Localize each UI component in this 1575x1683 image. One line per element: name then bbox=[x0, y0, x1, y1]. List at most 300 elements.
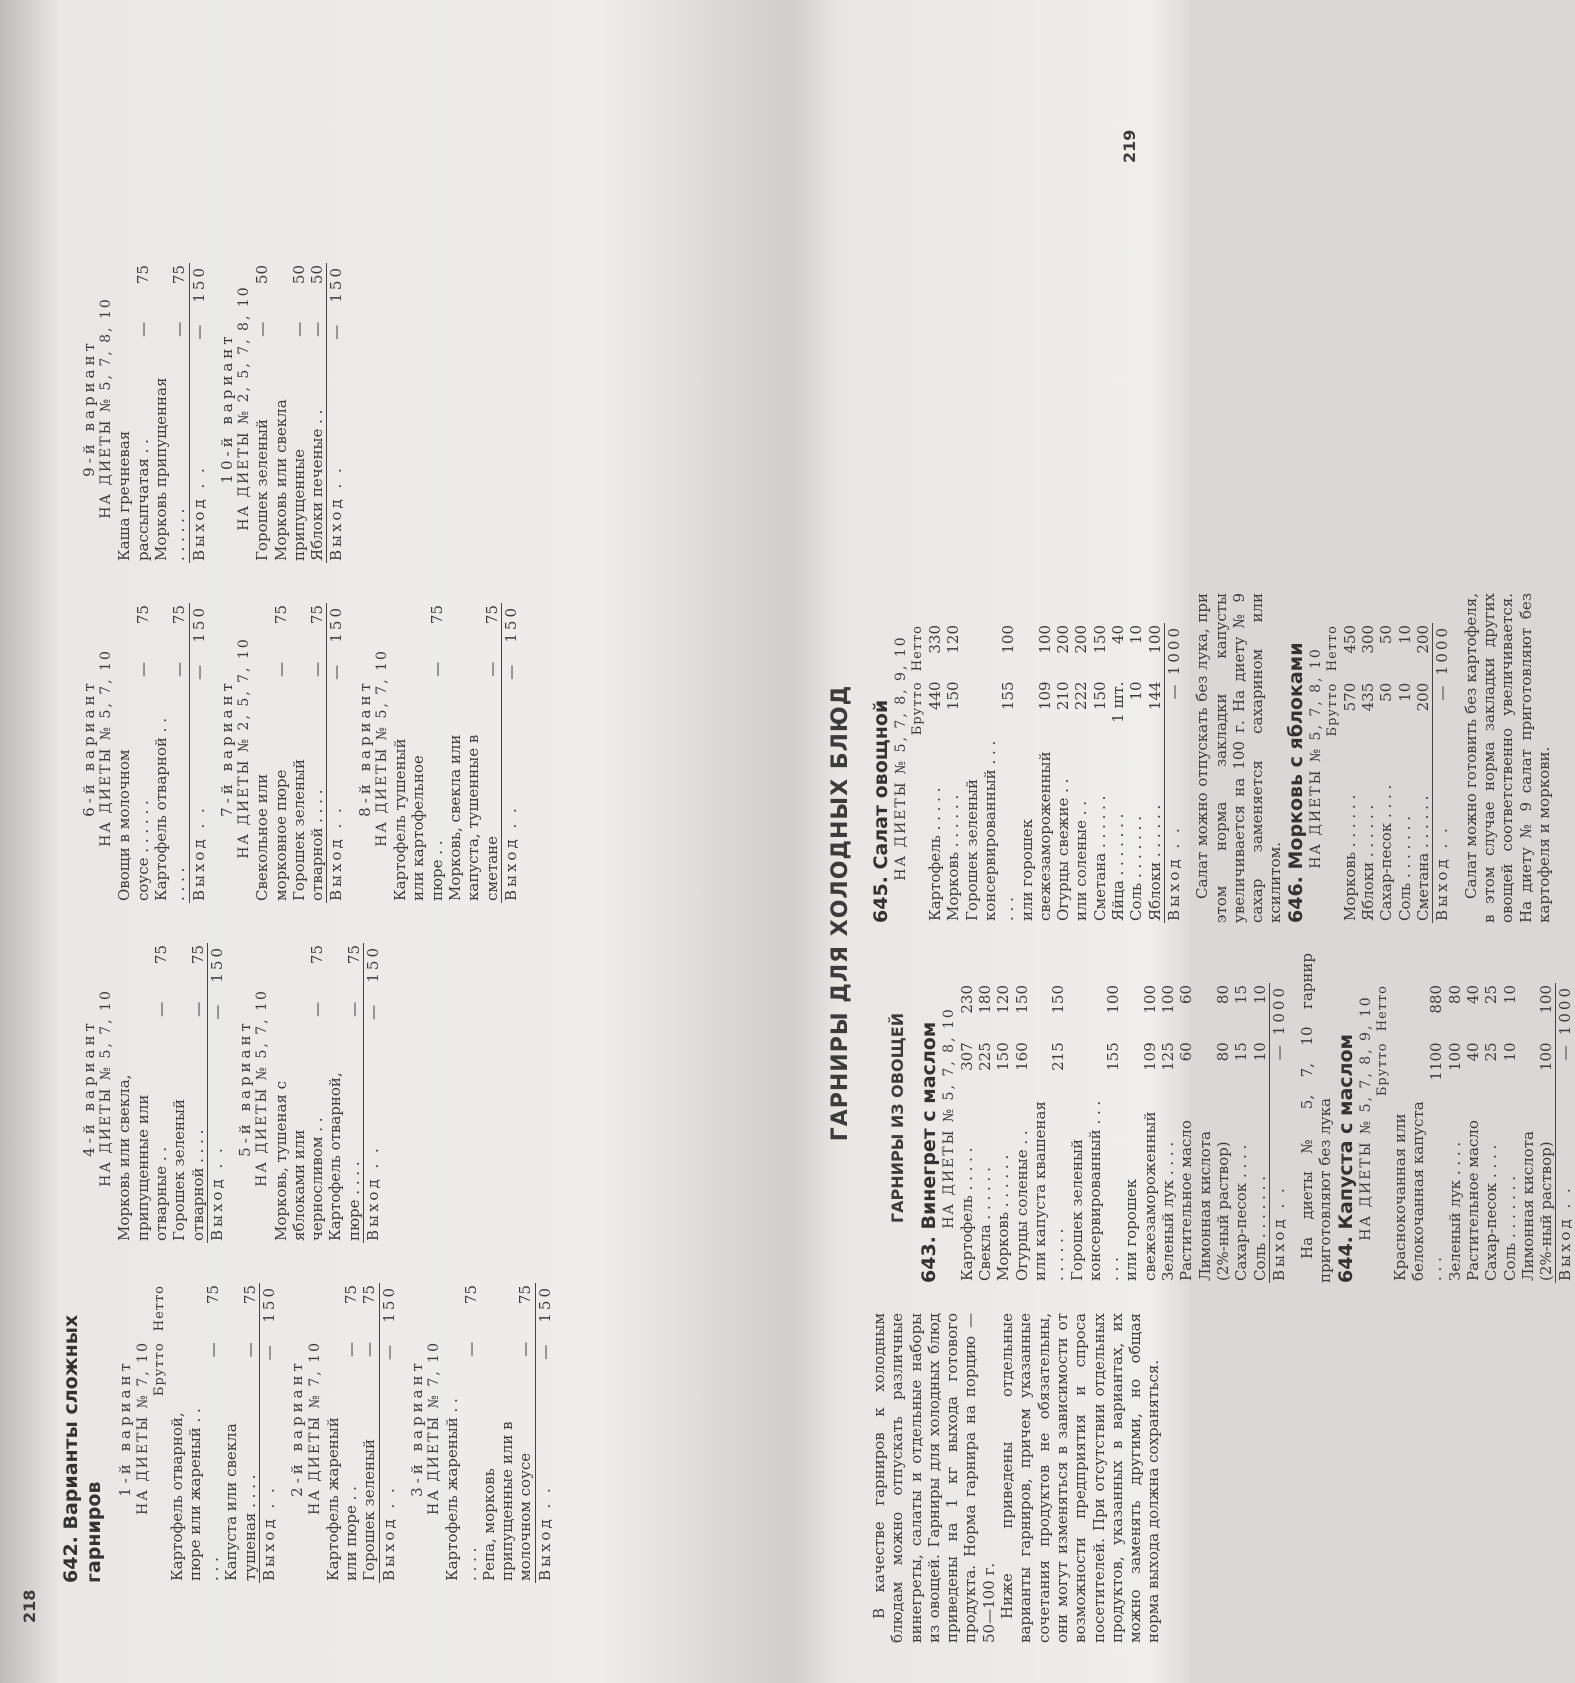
yield-label: Выход . . bbox=[1164, 737, 1183, 923]
column-header-brutto: Брутто bbox=[910, 681, 926, 736]
variant-label: 10-й вариант bbox=[217, 332, 236, 484]
ingredient-netto: 25 bbox=[1482, 985, 1501, 1005]
ingredient-row bbox=[1031, 983, 1068, 1283]
ingredient-brutto: 150 bbox=[994, 1042, 1013, 1071]
ingredient-brutto: — bbox=[342, 1341, 361, 1357]
yield-row bbox=[1164, 623, 1183, 923]
ingredient-name: Горошек зеленый отварной . . . . bbox=[170, 1099, 207, 1241]
yield-label: Выход . . bbox=[260, 1398, 279, 1583]
variant-label: 2-й вариант bbox=[288, 1359, 307, 1497]
ingredient-row bbox=[1414, 623, 1433, 923]
ingredient-netto: 880 bbox=[1427, 985, 1446, 1014]
ingredient-name: Свекла . . . . . . bbox=[976, 1167, 995, 1281]
ingredient-table bbox=[253, 603, 345, 903]
ingredient-row bbox=[480, 1283, 535, 1583]
ingredient-name: Растительное масло bbox=[1464, 1120, 1482, 1281]
column-header-row bbox=[1325, 623, 1341, 923]
ingredient-name: Огурцы свежие . . bbox=[1054, 778, 1073, 921]
ingredient-name: Морковь, тушеная с яблоками или черносливом . . bbox=[271, 1080, 327, 1241]
ingredient-name: Сахар-песок . . . . bbox=[1377, 784, 1396, 921]
ingredient-name: Картофель отварной, пюре или жареный . . . . . bbox=[167, 1408, 223, 1581]
ingredient-netto: 100 bbox=[1035, 625, 1054, 654]
ingredient-row bbox=[1054, 623, 1072, 923]
variant-diet: НА ДИЕТЫ № 5, 7, 10 bbox=[254, 989, 271, 1187]
ingredient-name: Картофель отварной, пюре . . . . bbox=[326, 1072, 363, 1241]
yield-label: Выход . . bbox=[535, 1395, 554, 1583]
ingredient-name: Горошек зеленый bbox=[253, 419, 272, 561]
ingredient-netto: 230 bbox=[957, 985, 976, 1014]
ingredient-brutto: — bbox=[240, 1342, 259, 1358]
variant-label: 4-й вариант bbox=[80, 1019, 98, 1157]
ingredient-name: Каша гречневая рассыпчатая . . bbox=[115, 430, 152, 561]
variants-column bbox=[70, 253, 346, 563]
ingredient-name: Горошек зеленый консервированный . . . . . . bbox=[1067, 1100, 1123, 1281]
ingredient-netto: 180 bbox=[976, 985, 995, 1014]
ingredient-netto: 100 bbox=[1159, 985, 1178, 1014]
ingredient-brutto: — bbox=[170, 661, 189, 677]
ingredient-name: Растительное масло bbox=[1177, 1120, 1196, 1281]
ingredient-row bbox=[253, 263, 271, 563]
ingredient-name: Свекольное или морковное пюре bbox=[253, 769, 290, 901]
yield-brutto: — bbox=[1269, 1040, 1288, 1093]
ingredient-netto: 200 bbox=[1072, 625, 1091, 654]
ingredient-brutto: 307 bbox=[957, 1042, 976, 1071]
ingredient-netto: 50 bbox=[1377, 625, 1396, 645]
ingredient-netto: 100 bbox=[1104, 985, 1123, 1014]
yield-label: Выход . . bbox=[379, 1396, 398, 1583]
ingredient-brutto: 1 шт. bbox=[1109, 681, 1128, 723]
yield-netto: 1000 bbox=[1433, 623, 1452, 681]
ingredient-brutto: — bbox=[360, 1341, 379, 1357]
yield-label: Выход . . bbox=[501, 715, 520, 903]
ingredient-name: Лимонная кислота (2%-ный раствор) bbox=[1195, 1131, 1232, 1281]
intro-paragraph-2: Ниже приведены отдельные варианты гарниров, причем указанные сочетания продуктов не обязательны, они могут изменяться в зависимости от возможности предприятия и спроса посетителей. При отсутствии отдельных продуктов, указанных в вариантах, их можно заменять другими, но общая норма выхода должна сохраняться. bbox=[998, 1313, 1163, 1643]
yield-netto: 150 bbox=[379, 1283, 398, 1340]
column-header-netto: Нетто bbox=[1325, 625, 1340, 672]
yield-netto: 150 bbox=[189, 603, 208, 660]
ingredient-table bbox=[910, 623, 1183, 923]
ingredient-netto: 100 bbox=[1145, 625, 1164, 654]
yield-netto: 150 bbox=[327, 603, 346, 660]
ingredient-row bbox=[170, 943, 207, 1243]
ingredient-row bbox=[1177, 983, 1195, 1283]
column-header-netto: Нетто bbox=[1374, 985, 1390, 1032]
ingredient-brutto: — bbox=[461, 1341, 480, 1357]
ingredient-row bbox=[1146, 623, 1165, 923]
ingredient-name: Сметана . . . . . . bbox=[1090, 795, 1109, 921]
ingredient-brutto: — bbox=[253, 321, 272, 337]
ingredient-row bbox=[1251, 983, 1270, 1283]
ingredient-row bbox=[253, 603, 290, 903]
ingredient-brutto: 155 bbox=[1104, 1042, 1123, 1071]
column-header-netto: Нетто bbox=[910, 625, 926, 672]
ingredient-name: Морковь . . . . . . bbox=[994, 1154, 1013, 1281]
recipe-diet: НА ДИЕТЫ № 5, 7, 8, 9, 10 bbox=[893, 635, 910, 881]
ingredient-row bbox=[944, 623, 962, 923]
ingredient-brutto: 210 bbox=[1054, 681, 1073, 711]
variant-diet: НА ДИЕТЫ № 2, 5, 7, 8, 10 bbox=[236, 285, 253, 531]
column-header-name bbox=[1325, 739, 1341, 923]
variant-diet: НА ДИЕТЫ № 7, 10 bbox=[134, 1341, 151, 1515]
ingredient-row bbox=[1446, 983, 1464, 1283]
variant-label: 3-й вариант bbox=[407, 1359, 426, 1497]
recipe-title: 644. Капуста с маслом bbox=[1334, 1033, 1357, 1283]
ingredient-name: или горошек свежезамороженный bbox=[1017, 751, 1054, 921]
column-header-row bbox=[910, 623, 926, 923]
ingredient-netto: 75 bbox=[170, 265, 189, 285]
ingredient-name: или капуста квашеная . . . . . . bbox=[1030, 1101, 1068, 1281]
ingredient-brutto: — bbox=[482, 661, 501, 677]
ingredient-row bbox=[272, 943, 327, 1243]
ingredient-netto: 75 bbox=[151, 945, 170, 965]
ingredient-netto: 80 bbox=[1445, 985, 1464, 1005]
yield-netto: 1000 bbox=[1269, 983, 1288, 1040]
ingredient-table bbox=[391, 603, 520, 903]
ingredient-netto: 75 bbox=[170, 605, 189, 625]
ingredient-netto: 60 bbox=[1177, 985, 1196, 1005]
right-page bbox=[820, 0, 1575, 1683]
ingredient-row bbox=[115, 943, 170, 1243]
yield-netto: 150 bbox=[260, 1283, 279, 1340]
ingredient-name: Морковь или свекла, припущенные или отварные . . bbox=[115, 1074, 170, 1241]
right-page-content bbox=[820, 83, 1575, 1643]
ingredient-brutto: 1100 bbox=[1427, 1042, 1446, 1081]
yield-netto: 150 bbox=[327, 263, 346, 320]
ingredient-netto: 120 bbox=[994, 985, 1013, 1014]
ingredient-netto: 80 bbox=[1213, 985, 1232, 1005]
ingredient-brutto: 80 bbox=[1213, 1042, 1232, 1062]
ingredient-row bbox=[926, 623, 944, 923]
ingredient-row bbox=[115, 263, 152, 563]
yield-label: Выход . . bbox=[1556, 1098, 1575, 1283]
ingredient-name: Соль . . . . . . . bbox=[1250, 1176, 1269, 1281]
variant-label: 8-й вариант bbox=[355, 679, 374, 817]
ingredient-row bbox=[976, 983, 994, 1283]
variant-label: 5-й вариант bbox=[236, 1019, 255, 1157]
ingredient-table bbox=[443, 1283, 554, 1583]
text-column-3 bbox=[870, 593, 1553, 923]
ingredient-name: Морковь припущенная . . . . . . bbox=[151, 377, 189, 561]
ingredient-row bbox=[1396, 623, 1414, 923]
ingredient-netto: 120 bbox=[944, 625, 963, 654]
ingredient-netto: 75 bbox=[482, 605, 501, 625]
recipe-note: На диеты № 5, 7, 10 гарнир приготовляют без лука bbox=[1298, 953, 1335, 1283]
intro-paragraph: В качестве гарниров к холодным блюдам можно отпускать различные винегреты, салаты и отдельные наборы из овощей. Гарниры для холодных блюд приведены на 1 кг выхода готового продукта. Норма гарнира на порцию — 50—100 г. bbox=[870, 1313, 998, 1643]
ingredient-row bbox=[1359, 623, 1377, 923]
yield-brutto: — bbox=[1556, 1040, 1575, 1098]
variant-diet: НА ДИЕТЫ № 7, 10 bbox=[306, 1341, 323, 1515]
ingredient-row bbox=[958, 983, 976, 1283]
variants-column bbox=[70, 933, 382, 1243]
ingredient-netto: 50 bbox=[253, 265, 272, 285]
page-number-left: 218 bbox=[20, 1589, 39, 1623]
ingredient-table bbox=[152, 1283, 279, 1583]
ingredient-netto: 10 bbox=[1500, 985, 1519, 1005]
text-column-2 bbox=[870, 953, 1575, 1283]
ingredient-name: Яблоки . . . . . . bbox=[1359, 804, 1378, 921]
yield-row bbox=[327, 603, 346, 903]
ingredient-name: Картофель жареный или пюре . . bbox=[323, 1417, 361, 1581]
ingredient-brutto: 10 bbox=[1395, 682, 1414, 702]
yield-brutto: — bbox=[207, 1000, 226, 1055]
ingredient-netto: 100 bbox=[1537, 985, 1556, 1014]
ingredient-netto: 10 bbox=[1395, 625, 1414, 645]
recipe-note: Салат можно готовить без картофеля, в этом случае норма закладки других овощей соответственно увеличивается. На диету № 9 салат приготовляют без картофеля и моркови. bbox=[1461, 593, 1553, 923]
recipe-title: 645. Салат овощной bbox=[870, 699, 892, 923]
ingredient-brutto: — bbox=[271, 661, 290, 677]
column-header-brutto: Брутто bbox=[1374, 1042, 1390, 1097]
ingredient-brutto: — bbox=[133, 321, 152, 337]
yield-netto: 150 bbox=[535, 1283, 554, 1340]
ingredient-name: Картофель . . . . . bbox=[957, 1147, 976, 1281]
page-number-right: 219 bbox=[1120, 129, 1139, 163]
ingredient-row bbox=[360, 1283, 379, 1583]
ingredient-netto: 75 bbox=[342, 1285, 361, 1305]
ingredient-table bbox=[958, 983, 1288, 1283]
ingredient-table bbox=[115, 943, 226, 1243]
ingredient-brutto: — bbox=[427, 661, 446, 677]
ingredient-brutto: 435 bbox=[1359, 682, 1378, 712]
ingredient-table bbox=[1325, 623, 1452, 923]
text-column-1 bbox=[870, 1313, 1163, 1643]
yield-brutto: — bbox=[189, 660, 208, 716]
ingredient-netto: 75 bbox=[308, 605, 327, 625]
yield-label: Выход . . bbox=[327, 375, 346, 563]
ingredient-row bbox=[994, 983, 1012, 1283]
ingredient-brutto: — bbox=[188, 1001, 207, 1017]
yield-brutto: — bbox=[1433, 681, 1452, 739]
variant-diet: НА ДИЕТЫ № 5, 7, 10 bbox=[374, 649, 391, 847]
yield-brutto: — bbox=[364, 1000, 383, 1055]
ingredient-row bbox=[324, 1283, 361, 1583]
ingredient-row bbox=[168, 1283, 223, 1583]
ingredient-table bbox=[272, 943, 383, 1243]
ingredient-row bbox=[1232, 983, 1250, 1283]
ingredient-netto: 300 bbox=[1359, 625, 1378, 654]
ingredient-row bbox=[1196, 983, 1233, 1283]
ingredient-name: Репа, морковь припущенные или в молочном соусе bbox=[479, 1421, 535, 1581]
recipe-title: 646. Морковь с яблоками bbox=[1284, 642, 1307, 923]
ingredient-name: Горошек зеленый консервированный . . . . . . bbox=[962, 740, 1018, 921]
ingredient-netto: 75 bbox=[516, 1285, 535, 1305]
ingredient-netto: 75 bbox=[188, 945, 207, 965]
ingredient-name: Зеленый лук . . . . bbox=[1159, 1141, 1178, 1281]
column-header-row bbox=[1375, 983, 1391, 1283]
ingredient-netto: 40 bbox=[1464, 985, 1482, 1005]
yield-netto: 150 bbox=[501, 603, 520, 660]
yield-label: Выход . . bbox=[189, 375, 208, 563]
variant-label: 6-й вариант bbox=[80, 679, 98, 817]
recipe-diet: НА ДИЕТЫ № 5, 7, 8, 10 bbox=[1307, 647, 1324, 869]
variant-label: 9-й вариант bbox=[80, 339, 98, 477]
ingredient-brutto: 100 bbox=[1537, 1042, 1556, 1072]
ingredient-netto: 75 bbox=[308, 945, 327, 965]
variants-column bbox=[60, 1273, 554, 1583]
ingredient-row bbox=[1159, 983, 1177, 1283]
yield-brutto: — bbox=[327, 320, 346, 375]
ingredient-netto: 330 bbox=[926, 625, 945, 654]
ingredient-name: Овощи в молочном соусе . . . . . . bbox=[115, 749, 152, 901]
ingredient-netto: 75 bbox=[133, 265, 152, 285]
ingredient-row bbox=[391, 603, 446, 903]
yield-netto: 150 bbox=[189, 263, 208, 320]
ingredient-row bbox=[1377, 623, 1395, 923]
ingredient-name: Огурцы соленые . . bbox=[1012, 1130, 1031, 1281]
ingredient-row bbox=[963, 623, 1018, 923]
ingredient-brutto: 100 bbox=[1445, 1042, 1464, 1072]
column-header-row bbox=[152, 1283, 168, 1583]
ingredient-brutto: 160 bbox=[1012, 1042, 1031, 1071]
ingredient-netto: 75 bbox=[204, 1285, 223, 1305]
yield-label: Выход . . bbox=[189, 716, 208, 903]
ingredient-brutto: 125 bbox=[1159, 1042, 1178, 1071]
recipe-title: 642. Варианты сложных гарниров bbox=[60, 1314, 106, 1583]
ingredient-netto: 450 bbox=[1340, 625, 1359, 654]
ingredient-row bbox=[1091, 623, 1109, 923]
ingredient-row bbox=[222, 1283, 259, 1583]
ingredient-name: или горошек свежезамороженный bbox=[1122, 1111, 1159, 1281]
ingredient-netto: 75 bbox=[360, 1285, 379, 1305]
ingredient-name: Зеленый лук . . . . bbox=[1445, 1141, 1464, 1281]
yield-brutto: — bbox=[1164, 679, 1183, 737]
ingredient-brutto: 10 bbox=[1500, 1042, 1519, 1062]
ingredient-brutto: 15 bbox=[1232, 1042, 1251, 1062]
ingredient-brutto: 150 bbox=[1090, 681, 1109, 711]
ingredient-brutto: — bbox=[344, 1001, 363, 1017]
ingredient-brutto: 225 bbox=[976, 1042, 995, 1071]
ingredient-row bbox=[326, 943, 363, 1243]
yield-brutto: — bbox=[260, 1340, 279, 1398]
ingredient-brutto: 10 bbox=[1250, 1042, 1269, 1062]
ingredient-netto: 200 bbox=[1054, 625, 1073, 654]
ingredient-brutto: — bbox=[289, 321, 308, 337]
yield-brutto: — bbox=[189, 320, 208, 375]
ingredient-netto: 200 bbox=[1414, 625, 1433, 654]
ingredient-brutto: 144 bbox=[1145, 681, 1164, 711]
ingredient-brutto: 109 bbox=[1035, 681, 1054, 711]
ingredient-row bbox=[1068, 983, 1123, 1283]
ingredient-brutto: 570 bbox=[1340, 682, 1359, 712]
ingredient-netto: 50 bbox=[289, 265, 308, 285]
ingredient-name: Яблоки печеные . . bbox=[308, 409, 327, 561]
ingredient-brutto: 10 bbox=[1127, 681, 1146, 701]
ingredient-netto: 75 bbox=[461, 1285, 480, 1305]
yield-label: Выход . . bbox=[1269, 1093, 1288, 1283]
recipe-diet: НА ДИЕТЫ № 5, 7, 8, 10 bbox=[940, 1007, 957, 1229]
yield-row bbox=[189, 603, 208, 903]
variant-diet: НА ДИЕТЫ № 2, 5, 7, 10 bbox=[236, 637, 253, 859]
column-header-name bbox=[910, 737, 926, 923]
yield-row bbox=[364, 943, 383, 1243]
ingredient-row bbox=[152, 263, 189, 563]
ingredient-row bbox=[1341, 623, 1359, 923]
ingredient-brutto: — bbox=[308, 661, 327, 677]
column-header-name bbox=[1375, 1098, 1391, 1283]
ingredient-name: Соль . . . . . . . bbox=[1500, 1176, 1519, 1281]
ingredient-name: Краснокочанная или белокочанная капуста . . . bbox=[1390, 1101, 1446, 1281]
ingredient-netto: 150 bbox=[1012, 985, 1031, 1014]
yield-brutto: — bbox=[535, 1340, 554, 1395]
yield-row bbox=[379, 1283, 398, 1583]
yield-row bbox=[1269, 983, 1288, 1283]
yield-netto: 150 bbox=[364, 943, 383, 1000]
ingredient-row bbox=[1109, 623, 1127, 923]
ingredient-netto: 75 bbox=[344, 945, 363, 965]
ingredient-name: Горошек зеленый отварной . . . . bbox=[289, 759, 327, 901]
ingredient-netto: 10 bbox=[1250, 985, 1269, 1005]
recipe-title: 643. Винегрет с маслом bbox=[917, 1021, 940, 1283]
yield-row bbox=[535, 1283, 554, 1583]
yield-row bbox=[1556, 983, 1575, 1283]
ingredient-name: Сметана . . . . . . bbox=[1414, 795, 1433, 921]
ingredient-netto: 100 bbox=[999, 625, 1018, 654]
ingredient-name: Сахар-песок . . . . bbox=[1232, 1144, 1251, 1281]
yield-netto: 1000 bbox=[1164, 623, 1183, 679]
ingredient-name: или соленые . . bbox=[1072, 800, 1091, 921]
ingredient-row bbox=[1013, 983, 1031, 1283]
ingredient-brutto: 50 bbox=[1377, 682, 1396, 702]
ingredient-brutto: — bbox=[204, 1342, 223, 1358]
ingredient-name: Морковь, свекла или капуста, тушенные в сметане bbox=[445, 734, 501, 901]
ingredient-name: Картофель тушеный или картофельное пюре . . bbox=[391, 738, 446, 901]
ingredient-name: Картофель жареный . . . . . . bbox=[443, 1398, 480, 1581]
ingredient-netto: 75 bbox=[133, 605, 152, 625]
ingredient-row bbox=[1482, 983, 1500, 1283]
ingredient-row bbox=[1519, 983, 1556, 1283]
ingredient-name: Картофель отварной . . . . . . bbox=[151, 718, 189, 901]
ingredient-table bbox=[115, 603, 207, 903]
yield-row bbox=[501, 603, 520, 903]
ingredient-name: Горошек зеленый bbox=[360, 1439, 379, 1581]
ingredient-netto: 75 bbox=[240, 1285, 259, 1305]
ingredient-name: Морковь или свекла припущенные bbox=[271, 399, 308, 561]
ingredient-row bbox=[1391, 983, 1446, 1283]
ingredient-netto: 10 bbox=[1127, 625, 1146, 645]
ingredient-netto: 75 bbox=[271, 605, 290, 625]
ingredient-brutto: 60 bbox=[1177, 1042, 1196, 1062]
ingredient-brutto: 215 bbox=[1049, 1042, 1068, 1071]
variant-diet: НА ДИЕТЫ № 5, 7, 10 bbox=[98, 989, 115, 1187]
ingredient-row bbox=[308, 263, 327, 563]
ingredient-name: Лимонная кислота (2%-ный раствор) bbox=[1518, 1131, 1556, 1281]
ingredient-netto: 40 bbox=[1109, 625, 1128, 645]
column-header-name bbox=[152, 1398, 168, 1583]
ingredient-netto: 150 bbox=[1049, 985, 1068, 1014]
yield-label: Выход . . bbox=[327, 716, 346, 904]
ingredient-name: Сахар-песок . . . . bbox=[1482, 1144, 1501, 1281]
ingredient-brutto: — bbox=[170, 321, 189, 337]
yield-label: Выход . . bbox=[1433, 739, 1452, 923]
column-header-netto: Нетто bbox=[151, 1285, 167, 1332]
ingredient-brutto: 200 bbox=[1414, 682, 1433, 712]
ingredient-row bbox=[1464, 983, 1482, 1283]
yield-netto: 1000 bbox=[1556, 983, 1575, 1040]
ingredient-brutto: — bbox=[133, 661, 152, 677]
ingredient-netto: 75 bbox=[427, 605, 446, 625]
yield-label: Выход . . bbox=[207, 1055, 226, 1243]
yield-label: Выход . . bbox=[364, 1055, 383, 1243]
recipe-diet: НА ДИЕТЫ № 5, 7, 8, 9, 10 bbox=[1357, 995, 1374, 1241]
ingredient-brutto: 222 bbox=[1072, 681, 1091, 711]
yield-brutto: — bbox=[327, 660, 346, 716]
left-page-content bbox=[0, 63, 820, 1623]
ingredient-brutto: — bbox=[516, 1341, 535, 1357]
ingredient-row bbox=[446, 603, 501, 903]
ingredient-name: Капуста или свекла тушеная . . . . bbox=[222, 1423, 259, 1581]
ingredient-name: Соль . . . . . . . bbox=[1395, 816, 1414, 921]
subsection-title: ГАРНИРЫ ИЗ ОВОЩЕЙ bbox=[888, 1012, 907, 1224]
section-title: ГАРНИРЫ ДЛЯ ХОЛОДНЫХ БЛЮД bbox=[828, 684, 853, 1142]
